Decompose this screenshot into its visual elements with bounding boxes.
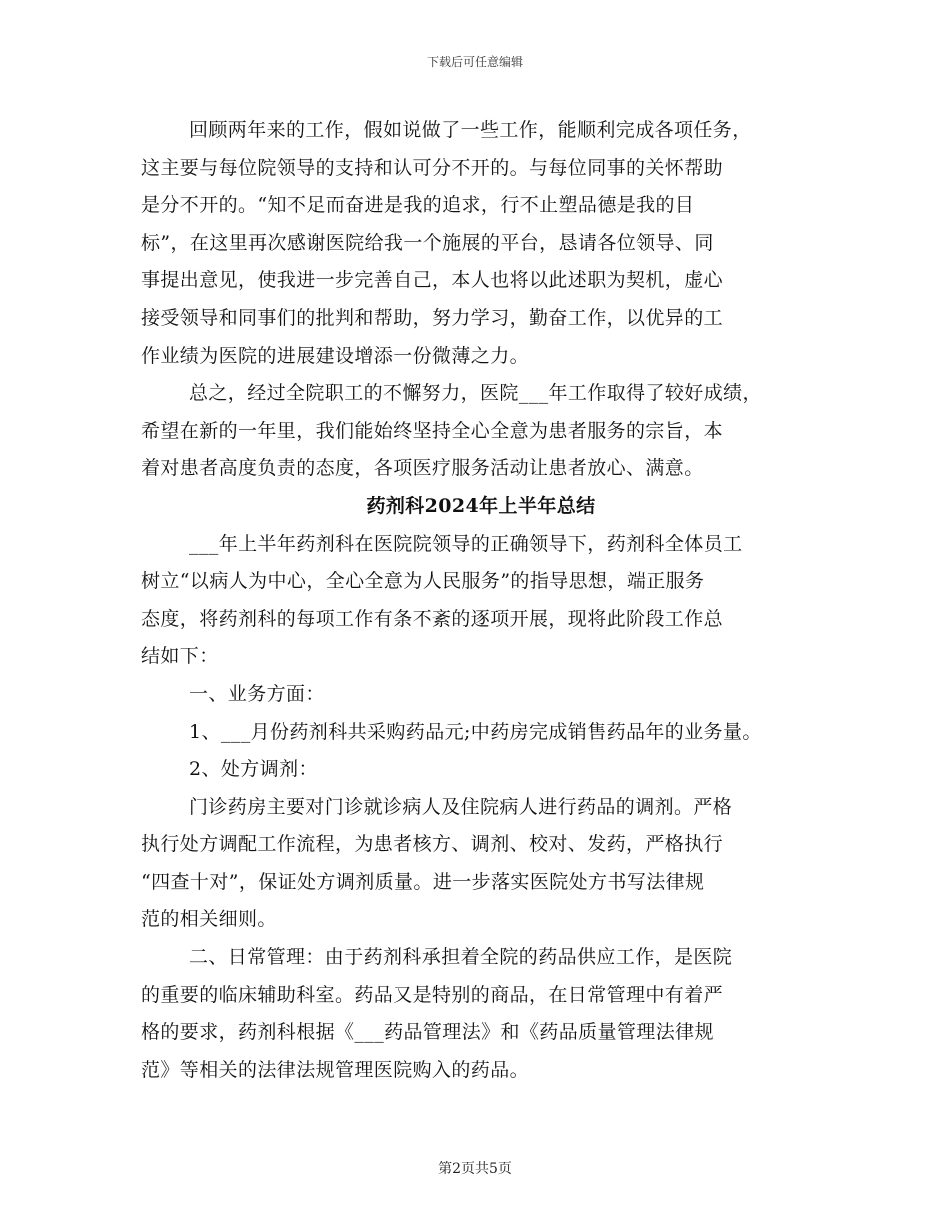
paragraph-line: 1、___月份药剂科共采购药品元;中药房完成销售药品年的业务量。 [189, 720, 762, 743]
paragraph-line: 格的要求，药剂科根据《___药品管理法》和《药品质量管理法律规 [141, 1021, 714, 1044]
paragraph-line: 着对患者高度负责的态度，各项医疗服务活动让患者放心、满意。 [141, 457, 704, 480]
paragraph-line: 作业绩为医院的进展建设增添一份微薄之力。 [141, 344, 530, 367]
paragraph-line: 事提出意见，使我进一步完善自己，本人也将以此述职为契机，虚心 [141, 269, 724, 292]
paragraph-line: 态度，将药剂科的每项工作有条不紊的逐项开展，现将此阶段工作总 [141, 607, 724, 630]
section-title: 药剂科2024年上半年总结 [366, 494, 596, 517]
paragraph-line: 执行处方调配工作流程，为患者核方、调剂、校对、发药，严格执行 [141, 833, 724, 856]
page-footer: 第2页共5页 [438, 1161, 512, 1177]
paragraph-line: 标”，在这里再次感谢医院给我一个施展的平台，恳请各位领导、同 [141, 231, 714, 254]
subheading-line: 一、业务方面： [189, 682, 325, 705]
paragraph-line: 门诊药房主要对门诊就诊病人及住院病人进行药品的调剂。严格 [189, 795, 733, 818]
paragraph-line: 二、日常管理：由于药剂科承担着全院的药品供应工作，是医院 [189, 946, 733, 969]
paragraph-line: ___年上半年药剂科在医院院领导的正确领导下，药剂科全体员工 [189, 532, 743, 555]
document-body [141, 112, 821, 1089]
paragraph-line: 总之，经过全院职工的不懈努力，医院___年工作取得了较好成绩， [189, 382, 762, 405]
paragraph-line: 结如下： [141, 645, 219, 668]
paragraph-line: 回顾两年来的工作，假如说做了一些工作，能顺利完成各项任务， [189, 119, 752, 141]
paragraph-line: 范的相关细则。 [141, 908, 277, 931]
paragraph-line: 希望在新的一年里，我们能始终坚持全心全意为患者服务的宗旨，本 [141, 419, 724, 442]
paragraph-line: 这主要与每位院领导的支持和认可分不开的。与每位同事的关怀帮助 [141, 156, 724, 179]
paragraph-line: 接受领导和同事们的批判和帮助，努力学习，勤奋工作，以优异的工 [141, 306, 724, 329]
paragraph-line: 范》等相关的法律法规管理医院购入的药品。 [141, 1058, 530, 1081]
subheading-line: 2、处方调剂： [189, 758, 318, 781]
paragraph-line: “四查十对”，保证处方调剂质量。进一步落实医院处方书写法律规 [141, 870, 705, 893]
page-header: 下载后可任意编辑 [426, 55, 523, 69]
paragraph-line: 是分不开的。“知不足而奋进是我的追求，行不止塑品德是我的目 [141, 194, 695, 217]
paragraph-line: 的重要的临床辅助科室。药品又是特别的商品，在日常管理中有着严 [141, 983, 724, 1006]
paragraph-line: 树立“以病人为中心，全心全意为人民服务”的指导思想，端正服务 [141, 570, 705, 593]
